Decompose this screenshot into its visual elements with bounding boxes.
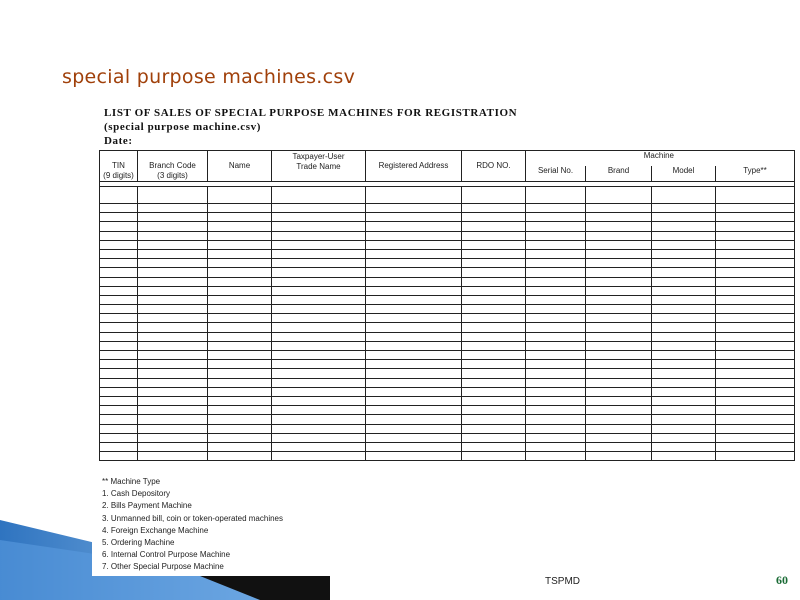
document-scan: [92, 100, 800, 576]
table-row: [100, 378, 795, 387]
taxpayer-group-header: [272, 151, 366, 182]
legend-item: 7. Other Special Purpose Machine: [102, 562, 224, 572]
tin-sub-label: (9 digits): [103, 171, 134, 180]
table-row: [100, 341, 795, 350]
document-heading: LIST OF SALES OF SPECIAL PURPOSE MACHINES FOR REGISTRATION: [104, 107, 518, 119]
trade-name-label: Trade Name: [296, 162, 341, 171]
table-row: [100, 305, 795, 314]
slide-title: special purpose machines.csv: [62, 66, 356, 88]
rdo-label: RDO NO.: [476, 161, 511, 170]
legend-heading: ** Machine Type: [102, 477, 161, 486]
brand-label: Brand: [607, 166, 630, 175]
name-header: [208, 151, 272, 182]
legend-item: 1. Cash Depository: [102, 489, 171, 499]
table-row: [100, 249, 795, 258]
legend-item: 4. Foreign Exchange Machine: [102, 525, 209, 535]
branch-label: Branch Code: [149, 161, 196, 170]
machine-group-header: [526, 151, 795, 167]
table-row: [100, 415, 795, 424]
taxpayer-label: Taxpayer-User: [292, 152, 345, 161]
table-row: [100, 187, 795, 204]
sales-table: [99, 150, 795, 461]
table-row: [100, 360, 795, 369]
rdo-header: [462, 151, 526, 182]
table-row: [100, 351, 795, 360]
table-row: [100, 259, 795, 268]
address-header: [366, 151, 462, 182]
machine-type-legend: [102, 476, 283, 574]
document-header: [104, 106, 517, 148]
legend-item: 3. Unmanned bill, coin or token-operated machines: [102, 513, 283, 523]
table-row: [100, 332, 795, 341]
table-row: [100, 204, 795, 213]
branch-header: [138, 151, 208, 182]
table-row: [100, 268, 795, 277]
brand-header: [586, 166, 652, 182]
table-row: [100, 222, 795, 231]
tin-header: [100, 151, 138, 182]
table-row: [100, 295, 795, 304]
table-row: [100, 406, 795, 415]
branch-sub-label: (3 digits): [157, 171, 188, 180]
serial-header: [526, 166, 586, 182]
table-row: [100, 387, 795, 396]
table-row: [100, 442, 795, 451]
table-row: [100, 424, 795, 433]
document-subheading: (special purpose machine.csv): [104, 121, 262, 133]
type-label: Type**: [743, 166, 767, 175]
type-header: [716, 166, 795, 182]
table-row: [100, 369, 795, 378]
table-row: [100, 231, 795, 240]
serial-label: Serial No.: [537, 166, 574, 175]
table-row: [100, 213, 795, 222]
table-row: [100, 452, 795, 461]
model-label: Model: [672, 166, 695, 175]
table-row: [100, 240, 795, 249]
machine-label: Machine: [643, 151, 674, 160]
table-row: [100, 433, 795, 442]
page-number: 60: [776, 573, 788, 587]
table-row: [100, 286, 795, 295]
name-label: Name: [228, 161, 251, 170]
model-header: [652, 166, 716, 182]
slide-footer: TSPMD: [545, 576, 580, 587]
legend-item: 6. Internal Control Purpose Machine: [102, 550, 231, 560]
table-row: [100, 314, 795, 323]
legend-item: 5. Ordering Machine: [102, 538, 175, 548]
date-label: Date:: [104, 135, 133, 147]
tin-label: TIN: [112, 161, 125, 170]
legend-item: 2. Bills Payment Machine: [102, 501, 192, 511]
table-row: [100, 396, 795, 405]
table-row: [100, 277, 795, 286]
table-body: [100, 187, 795, 461]
address-label: Registered Address: [378, 161, 449, 170]
table-row: [100, 323, 795, 332]
